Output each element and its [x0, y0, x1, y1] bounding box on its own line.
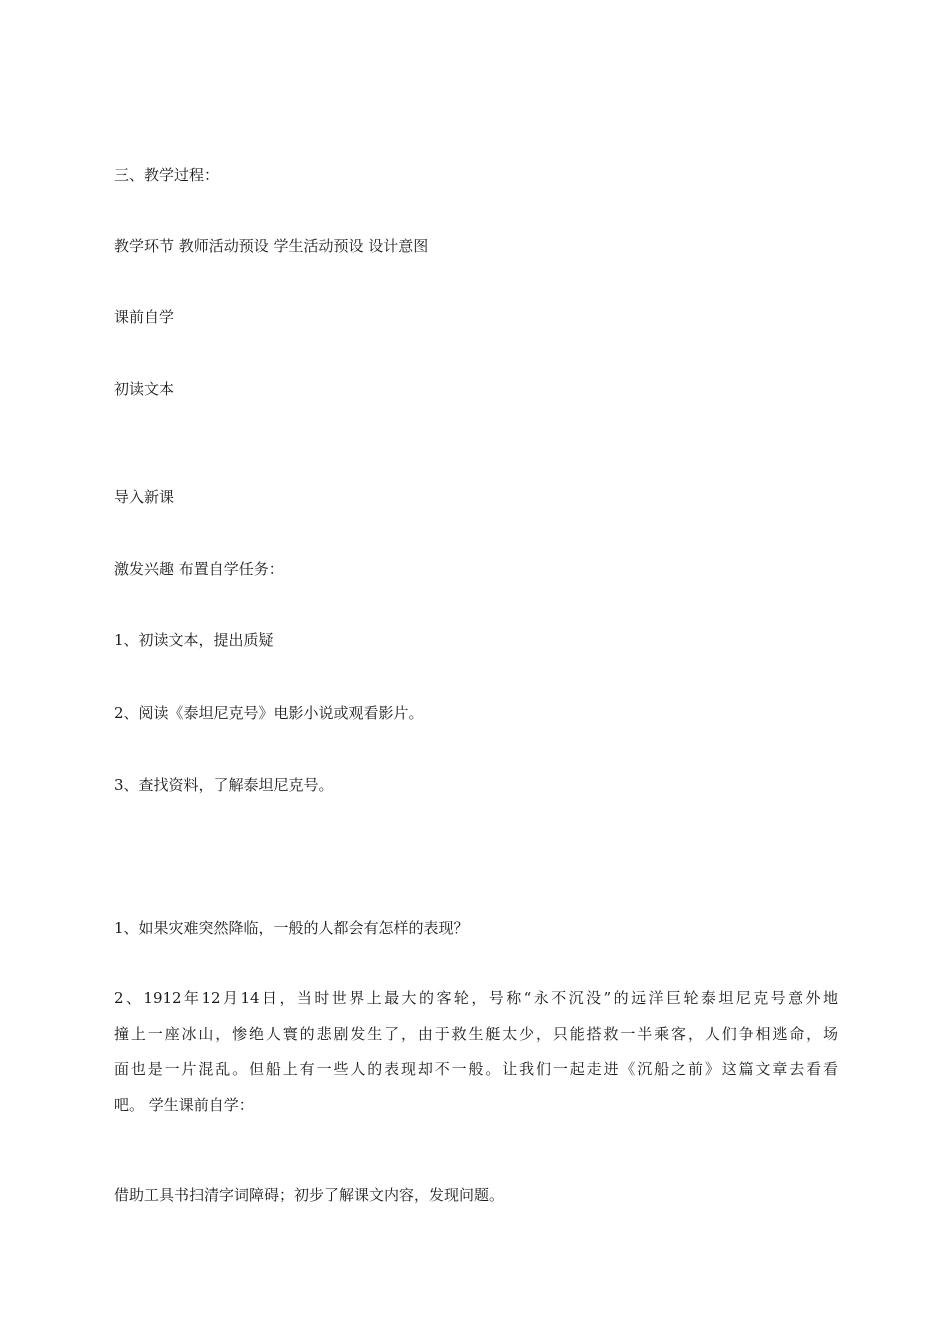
table-header-row: 教学环节 教师活动预设 学生活动预设 设计意图	[114, 237, 429, 255]
self-study-text: 借助工具书扫清字词障碍；初步了解课文内容，发现问题。	[114, 1186, 505, 1204]
intro-label: 导入新课	[114, 488, 175, 506]
stage-label: 课前自学	[114, 308, 175, 326]
sub-label: 初读文本	[114, 380, 175, 398]
question-2-line: 撞上一座冰山，惨绝人寰的悲剧发生了，由于救生艇太少，只能搭救一半乘客，人们争相逃命，场	[114, 1024, 838, 1043]
task-item-3: 3、查找资料，了解泰坦尼克号。	[114, 776, 334, 794]
question-2-paragraph	[114, 981, 838, 1123]
question-2-line: 吧。 学生课前自学：	[114, 1095, 254, 1114]
question-2-line: 面也是一片混乱。但船上有一些人的表现却不一般。让我们一起走进《沉船之前》这篇文章去看看	[114, 1060, 838, 1078]
task-item-1: 1、初读文本，提出质疑	[114, 631, 274, 649]
task-intro: 激发兴趣 布置自学任务：	[114, 560, 284, 578]
task-item-2: 2、阅读《泰坦尼克号》电影小说或观看影片。	[114, 704, 424, 722]
question-1: 1、如果灾难突然降临，一般的人都会有怎样的表现？	[114, 919, 469, 937]
section-heading: 三、教学过程：	[114, 166, 220, 184]
question-2-line: 2、1912年12月14日，当时世界上最大的客轮，号称“永不沉没”的远洋巨轮泰坦尼克号意外地	[114, 989, 838, 1007]
